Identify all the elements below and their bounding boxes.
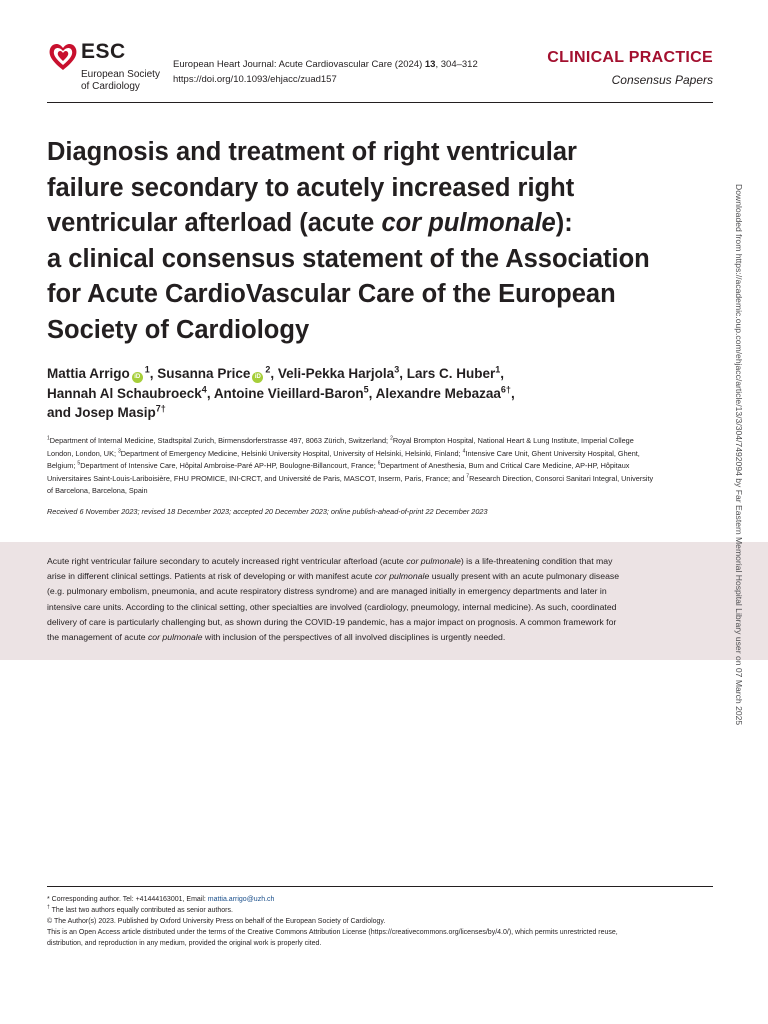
journal-doi[interactable]: https://doi.org/10.1093/ehjacc/zuad157 xyxy=(173,74,337,85)
section-label: CLINICAL PRACTICE xyxy=(547,49,713,66)
download-note: Downloaded from https://academic.oup.com/ehjacc/article/13/3/304/7492094 by Far Eastern Memorial Hospital Library user on 07 March 2025 xyxy=(734,184,744,726)
affiliations: $^1$Department of Internal Medicine, Stadtspital Zurich, Birmensdorferstrasse 497, 8063 Zürich, Switzerland; $^2$Royal Brompton Hospital, National Heart & Lung Institute, Imperial College London, London, UK; $^3$Department of Emergency Medicine, Helsinki University Hospital, University of Helsinki, Helsinki, Finland; $^4$Intensive Care Unit, Ghent University Hospital, Ghent, Belgium; $^5$Department of Intensive Care, Hôpital Ambroise-Paré AP-HP, Boulogne-Billancourt, France; $^6$Department of Anesthesia, Burn and Critical Care Medicine, AP-HP, Hôpitaux Universitaires Saint-Louis-Lariboisière, FHU PROMICE, INI-CRCT, and Université de Paris, MASCOT, Inserm, Paris, France; and $^7$Research Direction, Consorci Sanitari Integral, University of Barcelona, Barcelona, Spain xyxy=(47,435,654,495)
author-name[interactable]: , Antoine Vieillard-Baron xyxy=(206,385,364,401)
author-name[interactable]: , Veli-Pekka Harjola xyxy=(270,366,395,381)
license-text: This is an Open Access article distributed under the terms of the Creative Commons Attribution License (https://creativecommons.org/licenses/by/4.0/), which permits unrestricted reuse, xyxy=(47,929,618,936)
section-subtitle: Consensus Papers xyxy=(611,73,713,87)
received-dates: Received 6 November 2023; revised 18 December 2023; accepted 20 December 2023; online publish-ahead-of-print 22 December 2023 xyxy=(47,507,488,516)
orcid-icon[interactable]: iD xyxy=(252,372,263,383)
copyright-notice: © The Author(s) 2023. Published by Oxford University Press on behalf of the European Society of Cardiology. xyxy=(47,918,386,925)
logo-brand: ESC xyxy=(81,40,126,63)
journal-volume: 13 xyxy=(424,59,436,70)
article-title: Diagnosis and treatment of right ventricular failure secondary to acutely increased right ventricular afterload (acute cor pulmonale): a clinical consensus statement of the Association for Acute CardioVascular Care of the European Society of Cardiology xyxy=(47,138,650,344)
author-name[interactable]: , Lars C. Huber xyxy=(399,366,496,381)
orcid-icon[interactable]: iD xyxy=(132,372,143,383)
author-name[interactable]: , Alexandre Mebazaa xyxy=(368,385,501,401)
footnote-divider xyxy=(47,886,713,887)
author-list: Mattia Arrigo $iD^1$, Susanna Price $iD^2$, Veli-Pekka Harjola$^3$, Lars C. Huber$^1$, Hannah Al Schaubroeck$^4$, Antoine Vieillard-Baron$^5$, Alexandre Mebazaa$^{6\dagger}$, and Josep Masip$^{7\dagger}$ xyxy=(47,364,515,420)
author-name[interactable]: Hannah Al Schaubroeck xyxy=(47,385,202,401)
journal-pages: , 304–312 xyxy=(435,59,478,70)
author-name[interactable]: and Josep Masip xyxy=(47,405,156,420)
download-watermark xyxy=(733,184,745,844)
corresponding-email-link[interactable]: mattia.arrigo@uzh.ch xyxy=(207,896,275,903)
journal-citation xyxy=(173,57,478,87)
author-name[interactable]: Susanna Price xyxy=(157,366,251,381)
footnotes: * Corresponding author. Tel: +41444163001, Email: mattia.arrigo@uzh.ch † The last two authors equally contributed as senior authors. © The Author(s) 2023. Published by Oxford University Press on behalf of the European Society of Cardiology. This is an Open Access article distributed under the terms of the Creative Commons Attribution License (https://creativecommons.org/licenses/by/4.0/), which permits unrestricted reuse, distribution, and reproduction in any medium, provided the original work is properly cited. xyxy=(47,894,727,949)
journal-name: European Heart Journal: Acute Cardiovascular Care (2024) xyxy=(173,59,423,70)
esc-logo xyxy=(47,41,167,97)
heart-logo-icon xyxy=(47,41,79,73)
abstract: Acute right ventricular failure secondary to acutely increased right ventricular afterload (acute cor pulmonale) is a life-threatening condition that may arise in different clinical settings. Patients at risk of developing or with manifest acute cor pulmonale usually present with an acute pulmonary disease (e.g. pulmonary embolism, pneumonia, and acute respiratory distress syndrome) and are managed initially in emergency departments and later in intensive care units. According to the clinical setting, other specialties are involved (cardiology, pneumology, internal medicine). As such, coordinated delivery of care is particularly challenging but, as shown during the COVID-19 pandemic, has a major impact on prognosis. A common framework for the management of acute cor pulmonale with inclusion of the perspectives of all involved disciplines is urgently needed. xyxy=(47,556,620,643)
logo-subtitle: European Society of Cardiology xyxy=(81,69,160,92)
header-divider xyxy=(47,102,713,103)
author-name[interactable]: Mattia Arrigo xyxy=(47,366,130,381)
